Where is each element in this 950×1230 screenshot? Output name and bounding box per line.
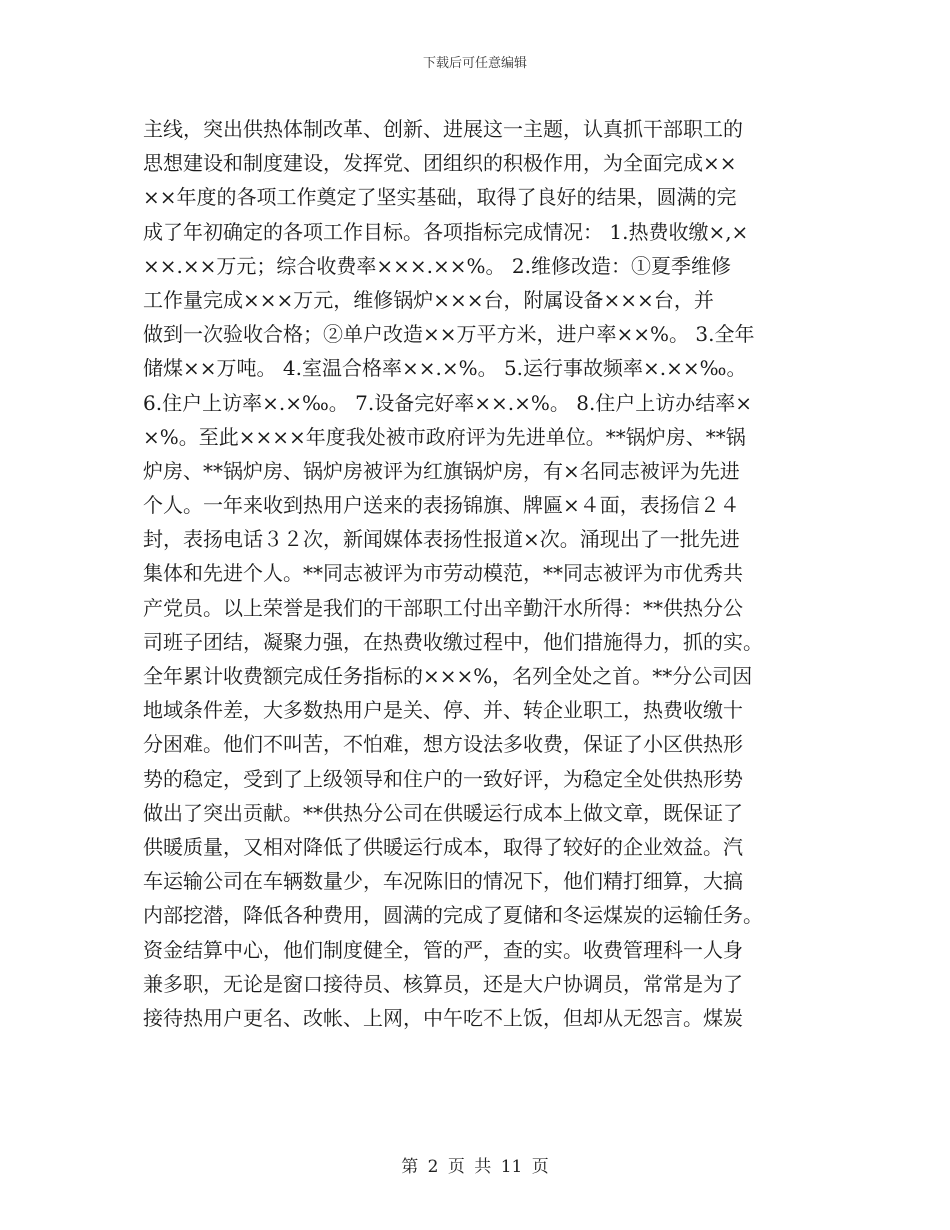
text-line: 思想建设和制度建设，发挥党、团组织的积极作用，为全面完成×× (143, 151, 737, 176)
text-line: ×%。至此××××年度我处被市政府评为先进单位。**锅炉房、**锅 (143, 424, 746, 449)
page-header: 下载后可任意编辑 (422, 56, 527, 71)
text-line: 全年累计收费额完成任务指标的×××%，名列全处之首。**分公司因 (143, 664, 753, 688)
text-line: 资金结算中心，他们制度健全，管的严，查的实。收费管理科一人身 (143, 937, 743, 962)
text-line: 储煤××万吨。 4.室温合格率××.×%。 5.运行事故频率×.××‰。 (143, 356, 747, 381)
text-line: 势的稳定，受到了上级领导和住户的一致好评，为稳定全处供热形势 (143, 766, 743, 791)
text-line: 做出了突出贡献。**供热分公司在供暖运行成本上做文章，既保证了 (143, 800, 743, 825)
text-line: 成了年初确定的各项工作目标。各项指标完成情况： 1.热费收缴×,× (143, 219, 749, 244)
text-line: ××.××万元；综合收费率×××.××%。 2.维修改造：①夏季维修 (143, 253, 731, 278)
text-line: 接待热用户更名、改帐、上网，中午吃不上饭，但却从无怨言。煤炭 (143, 1005, 743, 1030)
text-line: 炉房、**锅炉房、锅炉房被评为红旗锅炉房，有×名同志被评为先进 (143, 458, 740, 483)
text-line: 地域条件差，大多数热用户是关、停、并、转企业职工，热费收缴十 (143, 698, 743, 723)
text-line: 集体和先进个人。**同志被评为市劳动模范，**同志被评为市优秀共 (143, 561, 743, 586)
text-line: 工作量完成×××万元，维修锅炉×××台，附属设备×××台，并 (143, 287, 714, 312)
text-line: 个人。一年来收到热用户送来的表扬锦旗、牌匾×４面，表扬信２４ (143, 493, 740, 518)
text-line: 6.住户上访率×.×‰。 7.设备完好率××.×%。 8.住户上访办结率× (143, 390, 753, 415)
text-line: 司班子团结，凝聚力强，在热费收缴过程中，他们措施得力，抓的实。 (143, 629, 763, 654)
document-body (143, 112, 808, 1035)
page-footer: 第 2 页 共 11 页 (401, 1157, 549, 1177)
text-line: 车运输公司在车辆数量少，车况陈旧的情况下，他们精打细算，大搞 (143, 869, 743, 894)
text-line: 主线，突出供热体制改革、创新、进展这一主题，认真抓干部职工的 (143, 117, 743, 141)
text-line: 内部挖潜，降低各种费用，圆满的完成了夏储和冬运煤炭的运输任务。 (143, 903, 763, 928)
text-line: 做到一次验收合格；②单户改造××万平方米，进户率××%。 3.全年 (143, 322, 755, 347)
text-line: 供暖质量，又相对降低了供暖运行成本，取得了较好的企业效益。汽 (143, 834, 743, 859)
text-line: ××年度的各项工作奠定了坚实基础，取得了良好的结果，圆满的完 (143, 185, 737, 210)
text-line: 产党员。以上荣誉是我们的干部职工付出辛勤汗水所得：**供热分公 (143, 595, 743, 620)
text-line: 兼多职，无论是窗口接待员、核算员，还是大户协调员，常常是为了 (143, 971, 743, 996)
text-line: 分困难。他们不叫苦，不怕难，想方设法多收费，保证了小区供热形 (143, 732, 743, 757)
text-line: 封，表扬电话３２次，新闻媒体表扬性报道×次。涌现出了一批先进 (143, 527, 740, 552)
